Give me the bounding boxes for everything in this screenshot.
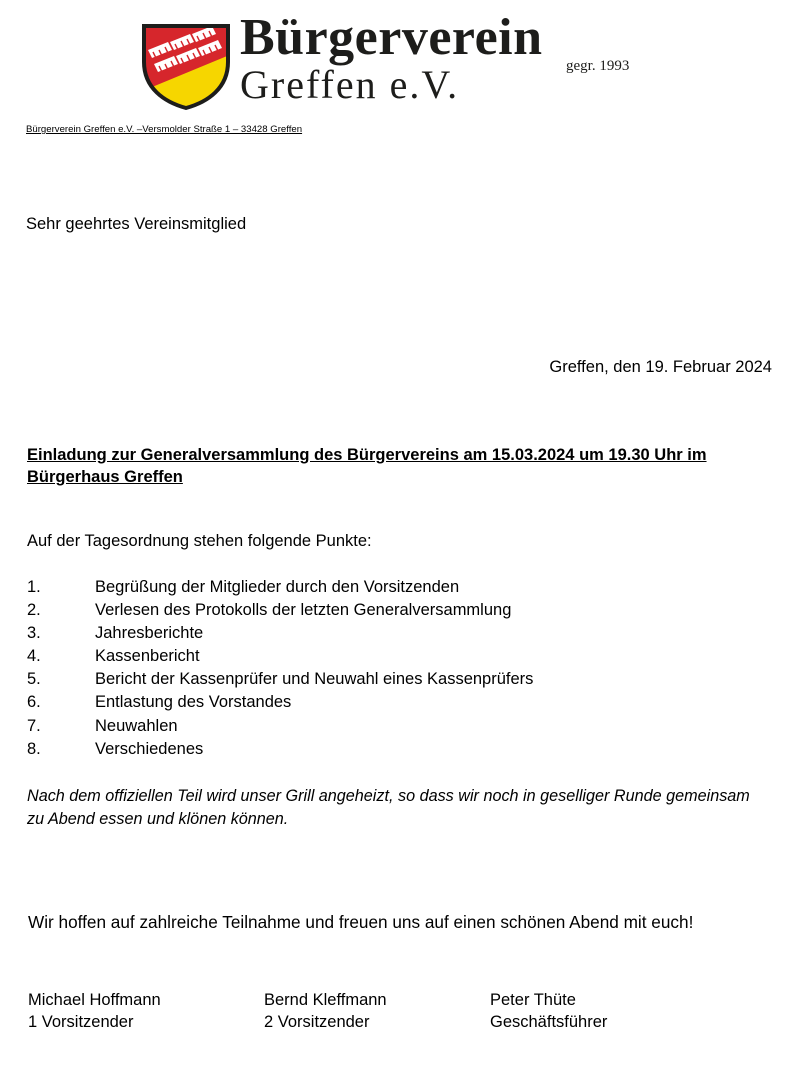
agenda-item bbox=[27, 691, 727, 714]
agenda-item-number: 4. bbox=[27, 647, 41, 666]
agenda-item-text: Verschiedenes bbox=[95, 739, 204, 758]
agenda-item bbox=[27, 668, 727, 691]
closing-sentence: Wir hoffen auf zahlreiche Teilnahme und freuen uns auf einen schönen Abend mit euch! bbox=[28, 912, 694, 932]
agenda-item-number: 8. bbox=[27, 739, 41, 758]
signatory-role: 1 Vorsitzender bbox=[28, 1013, 134, 1031]
signatory-role: 2 Vorsitzender bbox=[264, 1013, 370, 1031]
agenda-item-text: Neuwahlen bbox=[95, 716, 178, 735]
organization-name: Bürgerverein bbox=[240, 9, 543, 66]
agenda-item-text: Kassenbericht bbox=[95, 647, 200, 666]
agenda-item bbox=[27, 576, 727, 599]
social-note: Nach dem offiziellen Teil wird unser Grill angeheizt, so dass wir noch in geselliger Runde gemeinsam zu Abend essen und klönen können. bbox=[27, 787, 750, 828]
agenda-item-number: 6. bbox=[27, 693, 41, 712]
signature-block bbox=[28, 989, 161, 1033]
agenda-list bbox=[27, 576, 727, 761]
agenda-item-text: Jahresberichte bbox=[95, 624, 204, 643]
date-line: Greffen, den 19. Februar 2024 bbox=[549, 358, 772, 376]
agenda-item bbox=[27, 715, 727, 738]
agenda-item-text: Entlastung des Vorstandes bbox=[95, 693, 292, 712]
organization-subtitle: Greffen e.V. bbox=[240, 62, 460, 107]
signatory-name: Peter Thüte bbox=[490, 991, 576, 1009]
agenda-item bbox=[27, 645, 727, 668]
salutation: Sehr geehrtes Vereinsmitglied bbox=[26, 215, 247, 233]
agenda-item-number: 1. bbox=[27, 578, 41, 596]
agenda-item-text: Begrüßung der Mitglieder durch den Vorsitzenden bbox=[95, 578, 460, 596]
agenda-intro: Auf der Tagesordnung stehen folgende Punkte: bbox=[27, 532, 372, 550]
agenda-item-number: 5. bbox=[27, 670, 41, 689]
agenda-item-number: 3. bbox=[27, 624, 41, 643]
signatory-role: Geschäftsführer bbox=[490, 1013, 608, 1031]
agenda-item bbox=[27, 622, 727, 645]
agenda-item-text: Bericht der Kassenprüfer und Neuwahl eines Kassenprüfers bbox=[95, 670, 534, 689]
signatory-name: Michael Hoffmann bbox=[28, 991, 161, 1009]
founded-year: gegr. 1993 bbox=[566, 58, 630, 74]
coat-of-arms-logo bbox=[140, 22, 232, 110]
signature-block bbox=[490, 989, 607, 1033]
agenda-item-number: 7. bbox=[27, 716, 41, 735]
signature-block bbox=[264, 989, 387, 1033]
agenda-item bbox=[27, 599, 727, 622]
sender-address-line: Bürgerverein Greffen e.V. –Versmolder Straße 1 – 33428 Greffen bbox=[26, 124, 303, 135]
agenda-item-number: 2. bbox=[27, 601, 41, 620]
signatory-name: Bernd Kleffmann bbox=[264, 991, 387, 1009]
agenda-item-text: Verlesen des Protokolls der letzten Generalversammlung bbox=[95, 601, 512, 620]
agenda-item bbox=[27, 738, 727, 761]
subject-heading: Einladung zur Generalversammlung des Bürgervereins am 15.03.2024 um 19.30 Uhr im Bürgerhaus Greffen bbox=[27, 446, 707, 486]
